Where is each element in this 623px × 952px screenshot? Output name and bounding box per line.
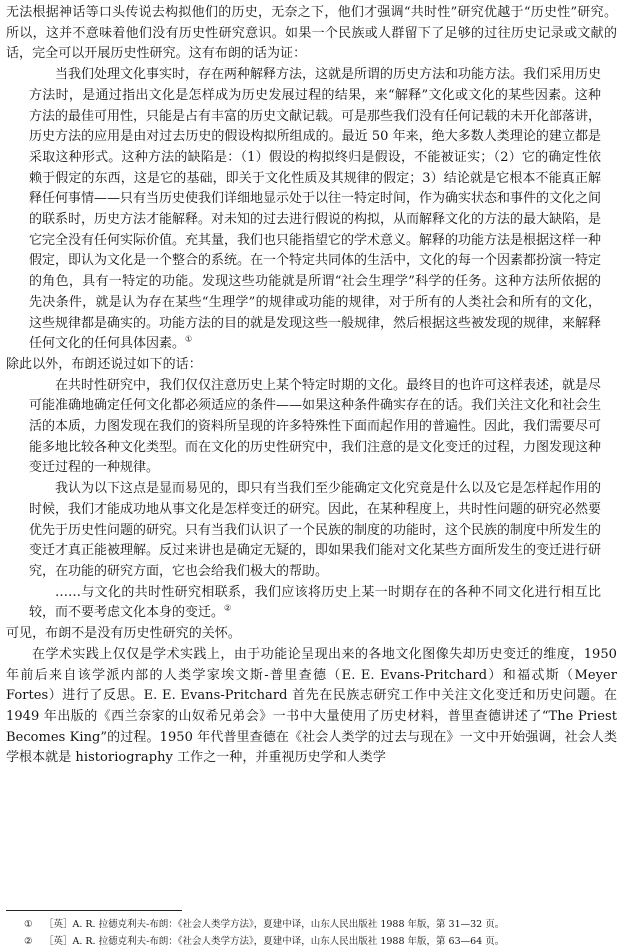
quote-text: ……与文化的共时性研究相联系，我们应该将历史上某一时期存在的各种不同文化进行相互比较，而不要考虑文化本身的变迁。 xyxy=(29,584,601,621)
quote-text: 我认为以下这点是显而易见的，即只有当我们至少能确定文化究竟是什么以及它是怎样起作用的时候，我们才能成功地从事文化是怎样变迁的研究。因此，在某种程度上，共时性问题的研究必然要优先于历史性问题的研究。只有当我们认识了一个民族的制度的功能时，这个民族的制度中所发生的变迁才真正能被理解。反过来讲也是确定无疑的，即如果我们能对文化某些方面所发生的变迁进行研究，在功能的研究方面，它也会给我们极大的帮助。 xyxy=(29,481,602,579)
block-quote-functional xyxy=(29,479,601,583)
footnote-reference[interactable]: ② xyxy=(224,604,232,614)
footnote-text: ［英］A. R. 拉德克利夫-布朗：《社会人类学方法》，夏建中译，山东人民出版社 1988 年版，第 63—64 页。 xyxy=(44,936,505,947)
footnote-reference[interactable]: ① xyxy=(185,334,193,344)
footnote-number: ② xyxy=(24,936,33,947)
paragraph-text: 除此以外，布朗还说过如下的话： xyxy=(6,356,202,372)
footnote-divider xyxy=(6,910,182,911)
block-quote-comparison xyxy=(29,583,601,624)
footnote-item xyxy=(6,916,617,933)
block-quote-methods xyxy=(29,65,601,355)
body-text xyxy=(6,3,617,769)
footnote-number: ① xyxy=(24,919,33,930)
quote-text: 在共时性研究中，我们仅仅注意历史上某个特定时期的文化。最终目的也许可这样表述，就是尽可能准确地确定任何文化都必须适应的条件——如果这种条件确实存在的话。我们关注文化和社会生活的本质，力图发现在我们的资料所呈现的许多特殊性下面而起作用的普遍性。因此，我们需要尽可能多地比较各种文化类型。而在文化的历史性研究中，我们注意的是文化变迁的过程，力图发现这种变迁过程的一种规律。 xyxy=(29,377,602,476)
block-quote-synchronic xyxy=(29,376,601,480)
quote-text: 当我们处理文化事实时，存在两种解释方法，这就是所谓的历史方法和功能方法。我们采用历史方法时，是通过指出文化是怎样成为历史发展过程的结果，来“解释”文化或文化的某些因素。这种方法的最佳可用性，只能是占有丰富的历史文献记载。可是那些我们没有任何记载的未开化部落讲，历史方法的应用是由对过去历史的假设构拟所组成的。最近 50 年来，绝大多数人类理论的建立都是采取这种形式。这种方法的缺陷是：（1）假设的构拟终归是假设，不能被证实；（2）它的确定性依赖于假定的东西，这是它的基础，即关于文化性质及其规律的假定；3）结论就是它根本不能真正解释任何事情——只有当历史使我们详细地显示处于以往一特定时间，作为确实状态和事件的文化之间的联系时，历史方法才能解释。对未知的过去进行假说的构拟，从而解释文化的方法的最大缺陷，是它完全没有任何实际价值。充其量，我们也只能指望它的学术意义。解释的功能方法是根据这样一种假定，即认为文化是一个整合的系统。在一个特定共同体的生活中，文化的每一个因素都扮演一特定的角色，具有一特定的功能。发现这些功能就是所谓“社会生理学”科学的任务。这种方法所依据的先决条件，就是认为存在某些“生理学”的规律或功能的规律，对于所有的人类社会和所有的文化，这些规律都是确实的。功能方法的目的就是发现这些一般规律，然后根据这些被发现的规律，来解释任何文化的任何具体因素。 xyxy=(29,67,602,352)
paragraph-text: 在学术实践上仅仅是学术实践上，由于功能论呈现出来的各地文化图像失却历史变迁的维度，1950 年前后来自该学派内部的人类学家埃文斯-普里查德（E. E. Evans-Pritchard）和福忒斯（Meyer Fortes）进行了反思。E. E. Evans-Pritchard 首先在民族志研究工作中关注文化变迁和历史问题。在 1949 年出版的《西兰奈家的山奴希兄弟会》一书中大量使用了历史材料，普里查德讲述了“The Priest Becomes King”的过程。1950 年代普里查德在《社会人类学的过去与现在》一文中开始强调，社会人类学根本就是 historiography 工作之一种，并重视历史学和人类学 xyxy=(6,646,617,766)
paragraph-evans-pritchard xyxy=(6,645,617,769)
paragraph-intro xyxy=(6,3,617,65)
paragraph-text: 无法根据神话等口头传说去构拟他们的历史，无奈之下，他们才强调“共时性”研究优越于“历史性”研究。所以，这并不意味着他们没有历史性研究意识。如果一个民族或人群留下了足够的过往历史记录或文献的话，完全可以开展历史性研究。这有布朗的话为证： xyxy=(6,5,617,62)
paragraph-transition xyxy=(6,355,617,376)
footnote-item xyxy=(6,933,617,950)
paragraph-conclusion xyxy=(6,624,617,645)
paragraph-text: 可见，布朗不是没有历史性研究的关怀。 xyxy=(6,626,241,642)
footnote-text: ［英］A. R. 拉德克利夫-布朗：《社会人类学方法》，夏建中译，山东人民出版社 1988 年版，第 31—32 页。 xyxy=(44,919,505,930)
footnotes xyxy=(6,916,617,950)
